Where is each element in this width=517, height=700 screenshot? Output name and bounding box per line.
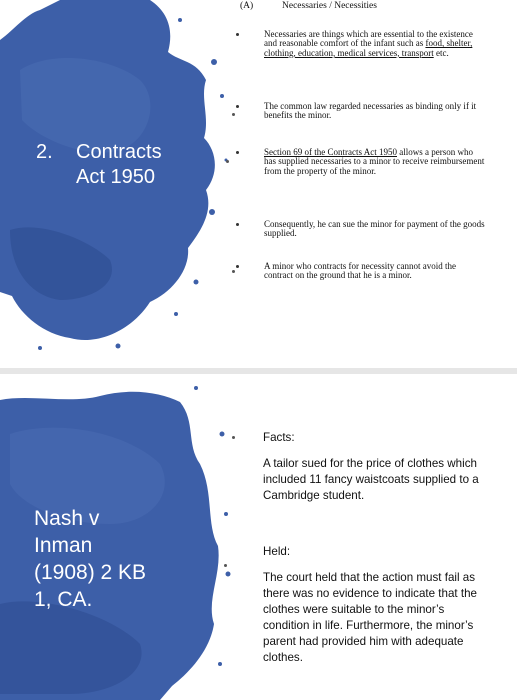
bullet-text: The common law regarded necessaries as binding only if it benefits the minor. — [264, 101, 477, 121]
title-line: (1908) 2 KB — [34, 561, 147, 584]
bullet-text: Necessaries are things which are essential to the existence and reasonable comfort of the infant such as — [264, 29, 473, 49]
bullet-dot-icon — [236, 265, 239, 268]
bullet-underlined-text: Section 69 of the Contracts Act 1950 — [264, 147, 397, 157]
title-number: 2. — [36, 141, 53, 163]
decor-dot — [232, 436, 235, 439]
bullet-list — [236, 30, 486, 281]
decor-dot — [226, 160, 229, 163]
bullet-item — [236, 102, 486, 148]
bullet-dot-icon — [236, 223, 239, 226]
title-line: Nash v — [34, 507, 100, 530]
slide-title — [36, 140, 162, 190]
case-content — [263, 430, 488, 666]
held-text: The court held that the action must fail as there was no evidence to indicate that the clothes were suitable to the minor’s condition in life. Furthermore, the minor’s parent had provided him with adequate clothes. — [263, 571, 477, 664]
decor-dot — [232, 270, 235, 273]
bullet-text-tail: etc. — [433, 47, 449, 58]
bullet-text: A minor who contracts for necessity cannot avoid the contract on the ground that he is a minor. — [264, 261, 456, 281]
decor-dot — [232, 113, 235, 116]
bullet-item — [236, 30, 486, 102]
decor-dot — [224, 564, 227, 567]
facts-text: A tailor sued for the price of clothes which included 11 fancy waistcoats supplied to a Cambridge student. — [263, 457, 479, 502]
bullet-text-tail: allows a person who has supplied necessaries to a minor to receive reimbursement from the property of the minor. — [264, 147, 485, 176]
title-line-1: Contracts — [76, 141, 162, 163]
title-line: 1, CA. — [34, 588, 93, 611]
bullet-dot-icon — [236, 105, 239, 108]
bullet-item — [236, 262, 486, 281]
bullet-underlined-text: food, shelter, clothing, education, medical services, transport — [264, 38, 473, 58]
title-line: Inman — [34, 534, 93, 557]
bullet-item — [236, 220, 486, 262]
section-heading — [240, 1, 377, 11]
held-label: Held: — [263, 545, 291, 558]
section-heading-text: Necessaries / Necessities — [282, 1, 377, 11]
facts-label: Facts: — [263, 431, 295, 444]
bullet-text: Consequently, he can sue the minor for payment of the goods supplied. — [264, 219, 485, 239]
section-label: (A) — [240, 1, 254, 11]
bullet-dot-icon — [236, 151, 239, 154]
slide-title — [34, 505, 146, 613]
bullet-dot-icon — [236, 33, 239, 36]
title-line-2: Act 1950 — [76, 166, 155, 188]
bullet-item — [236, 148, 486, 220]
